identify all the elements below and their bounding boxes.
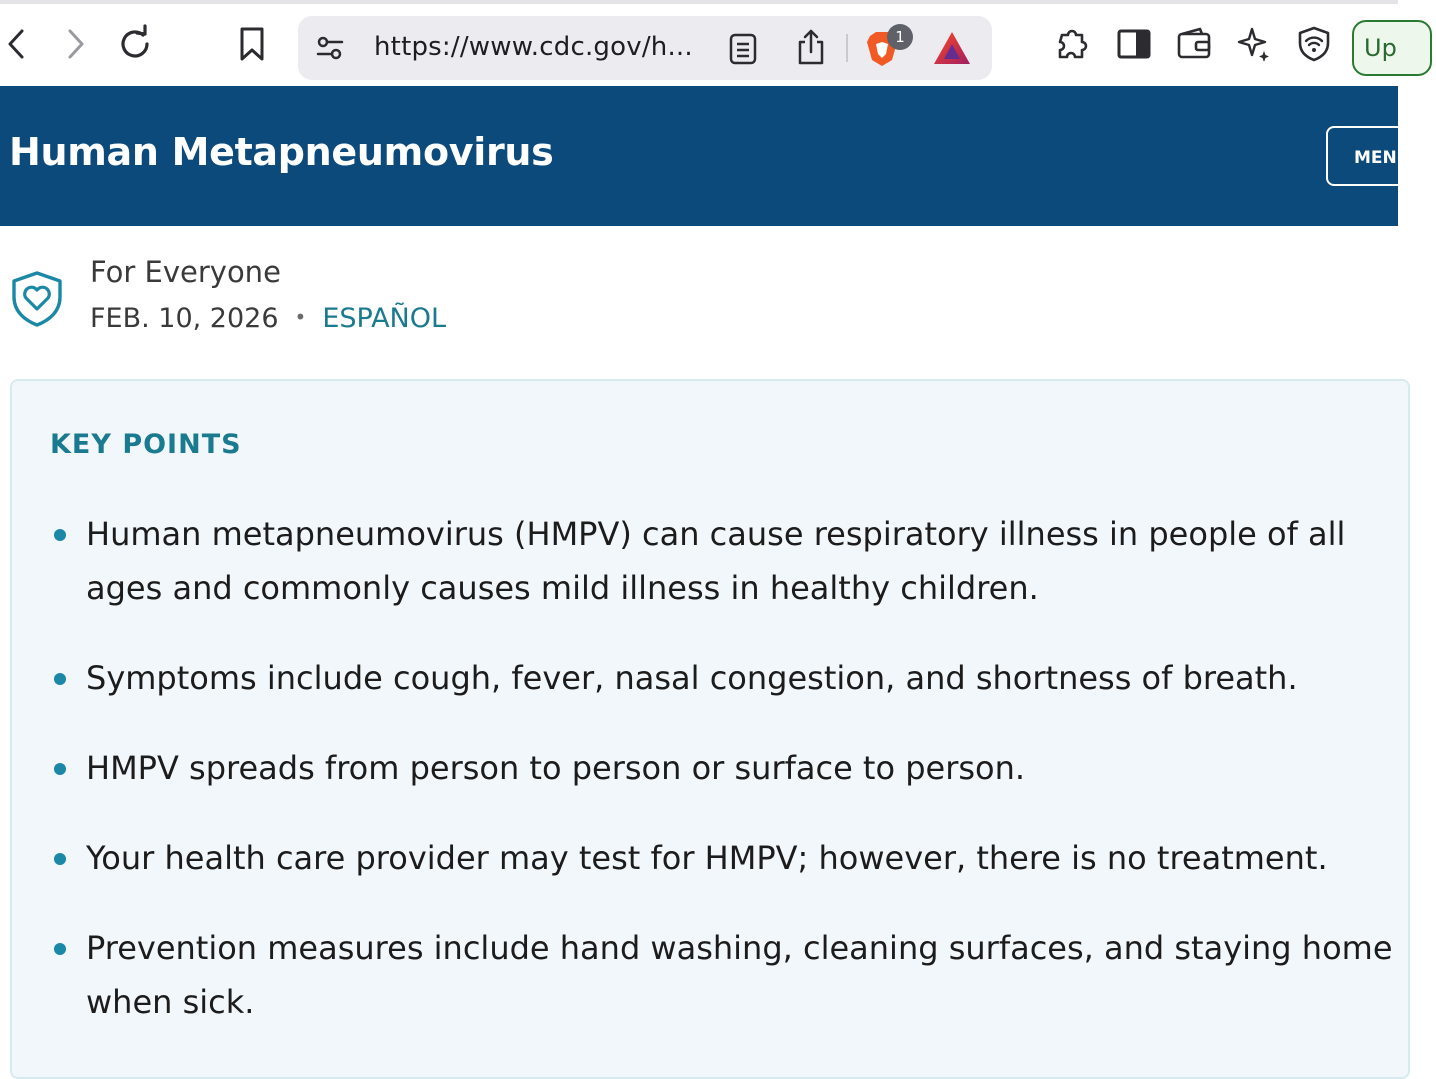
address-bar-divider <box>846 34 848 62</box>
key-point-text: HMPV spreads from person to person or surface to person. <box>86 749 1026 787</box>
bullet-icon <box>54 529 66 541</box>
vpn-shield-icon <box>1296 25 1332 63</box>
bullet-icon <box>54 853 66 865</box>
chevron-left-icon <box>4 28 28 60</box>
browser-toolbar <box>0 0 1398 86</box>
wallet-button[interactable] <box>1174 24 1214 64</box>
page-title: Human Metapneumovirus <box>9 130 554 174</box>
key-point-text: Human metapneumovirus (HMPV) can cause respiratory illness in people of all ages and commonly causes mild illness in healthy children. <box>86 515 1346 607</box>
menu-button[interactable]: MENU <box>1326 126 1436 186</box>
sparkle-icon <box>1235 25 1273 63</box>
share-icon[interactable] <box>796 28 826 70</box>
audience-label: For Everyone <box>90 255 281 289</box>
vpn-button[interactable] <box>1294 24 1334 64</box>
bullet-icon <box>54 673 66 685</box>
extensions-button[interactable] <box>1053 24 1093 64</box>
site-settings-icon[interactable] <box>314 32 346 68</box>
forward-button[interactable] <box>56 24 96 64</box>
site-header <box>0 86 1411 226</box>
shield-heart-icon <box>10 270 64 332</box>
reader-mode-icon[interactable] <box>728 32 758 70</box>
sidebar-button[interactable] <box>1114 24 1154 64</box>
key-points-heading: KEY POINTS <box>50 429 242 460</box>
key-point-text: Symptoms include cough, fever, nasal congestion, and shortness of breath. <box>86 659 1298 697</box>
address-bar[interactable] <box>298 16 992 80</box>
key-point-item <box>86 651 1396 705</box>
bookmark-icon <box>238 26 266 62</box>
bullet-icon <box>54 943 66 955</box>
spanish-language-link[interactable]: ESPAÑOL <box>322 303 447 334</box>
sidebar-icon <box>1116 28 1152 60</box>
key-point-item <box>86 921 1396 1029</box>
key-point-item <box>86 831 1396 885</box>
reload-button[interactable] <box>115 24 155 64</box>
key-point-text: Prevention measures include hand washing, cleaning surfaces, and staying home when sick. <box>86 929 1393 1021</box>
bullet-icon <box>54 763 66 775</box>
key-point-item <box>86 741 1396 795</box>
chevron-right-icon <box>64 28 88 60</box>
wallet-icon <box>1176 27 1212 61</box>
key-point-text: Your health care provider may test for HMPV; however, there is no treatment. <box>86 839 1328 877</box>
brave-rewards-icon[interactable] <box>932 30 972 70</box>
url-text[interactable]: https://www.cdc.gov/h... <box>374 32 693 62</box>
key-points-box <box>10 379 1410 1079</box>
reload-icon <box>116 25 154 63</box>
key-point-item <box>86 507 1396 615</box>
shields-count-badge: 1 <box>887 24 913 50</box>
leo-ai-button[interactable] <box>1234 24 1274 64</box>
back-button[interactable] <box>0 24 36 64</box>
meta-separator: • <box>294 305 307 329</box>
bookmark-button[interactable] <box>232 24 272 64</box>
publish-date: FEB. 10, 2026 <box>90 303 279 334</box>
update-button[interactable]: Up <box>1352 20 1432 76</box>
meta-line <box>90 303 446 334</box>
puzzle-icon <box>1054 25 1092 63</box>
